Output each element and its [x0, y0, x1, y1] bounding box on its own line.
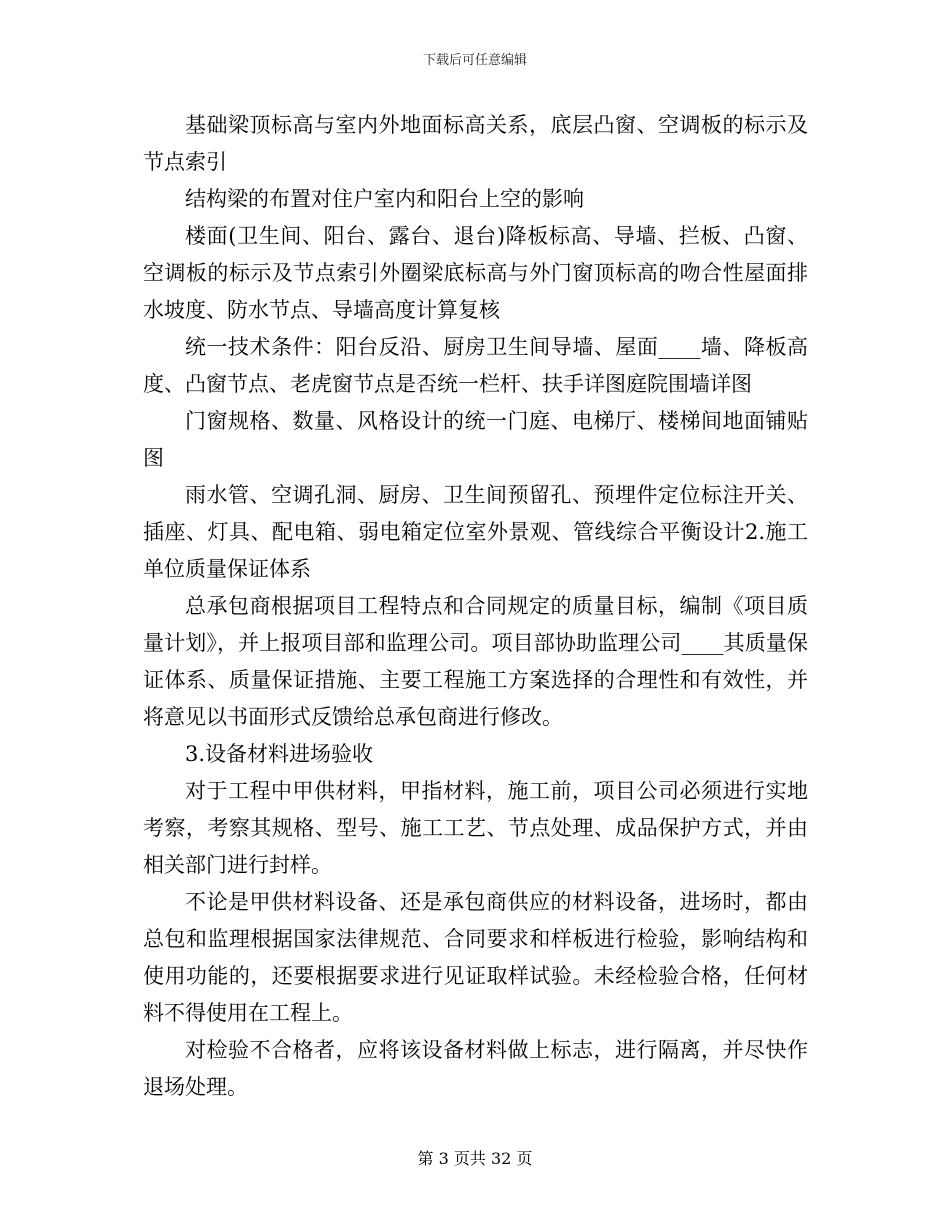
paragraph-5: 门窗规格、数量、风格设计的统一门庭、电梯厅、楼梯间地面铺贴图	[143, 409, 808, 470]
paragraph-7: 总承包商根据项目工程特点和合同规定的质量目标，编制《项目质量计划》，并上报项目部和监理公司。项目部协助监理公司____其质量保证体系、质量保证措施、主要工程施工方案选择的合理性和有效性，并将意见以书面形式反馈给总承包商进行修改。	[143, 594, 808, 729]
paragraph-4: 统一技术条件：阳台反沿、厨房卫生间导墙、屋面____墙、降板高度、凸窗节点、老虎窗节点是否统一栏杆、扶手详图庭院围墙详图	[143, 335, 808, 396]
paragraph-1: 基础梁顶标高与室内外地面标高关系，底层凸窗、空调板的标示及节点索引	[143, 113, 808, 174]
page-footer: 第 3 页共 32 页	[417, 1149, 533, 1168]
section-heading-3: 3.设备材料进场验收	[185, 742, 374, 766]
paragraph-2: 结构梁的布置对住户室内和阳台上空的影响	[185, 187, 584, 211]
paragraph-3: 楼面(卫生间、阳台、露台、退台)降板标高、导墙、拦板、凸窗、空调板的标示及节点索引外圈梁底标高与外门窗顶标高的吻合性屋面排水坡度、防水节点、导墙高度计算复核	[143, 224, 808, 322]
paragraph-8: 对于工程中甲供材料，甲指材料，施工前，项目公司必须进行实地考察，考察其规格、型号、施工工艺、节点处理、成品保护方式，并由相关部门进行封样。	[143, 779, 808, 877]
paragraph-9: 不论是甲供材料设备、还是承包商供应的材料设备，进场时，都由总包和监理根据国家法律规范、合同要求和样板进行检验，影响结构和使用功能的，还要根据要求进行见证取样试验。未经检验合格，任何材料不得使用在工程上。	[143, 890, 808, 1025]
paragraph-10: 对检验不合格者，应将该设备材料做上标志，进行隔离，并尽快作退场处理。	[143, 1038, 808, 1099]
paragraph-6: 雨水管、空调孔洞、厨房、卫生间预留孔、预埋件定位标注开关、插座、灯具、配电箱、弱电箱定位室外景观、管线综合平衡设计2.施工单位质量保证体系	[143, 483, 808, 581]
page-header: 下载后可任意编辑	[422, 53, 527, 68]
document-body	[143, 107, 808, 1106]
